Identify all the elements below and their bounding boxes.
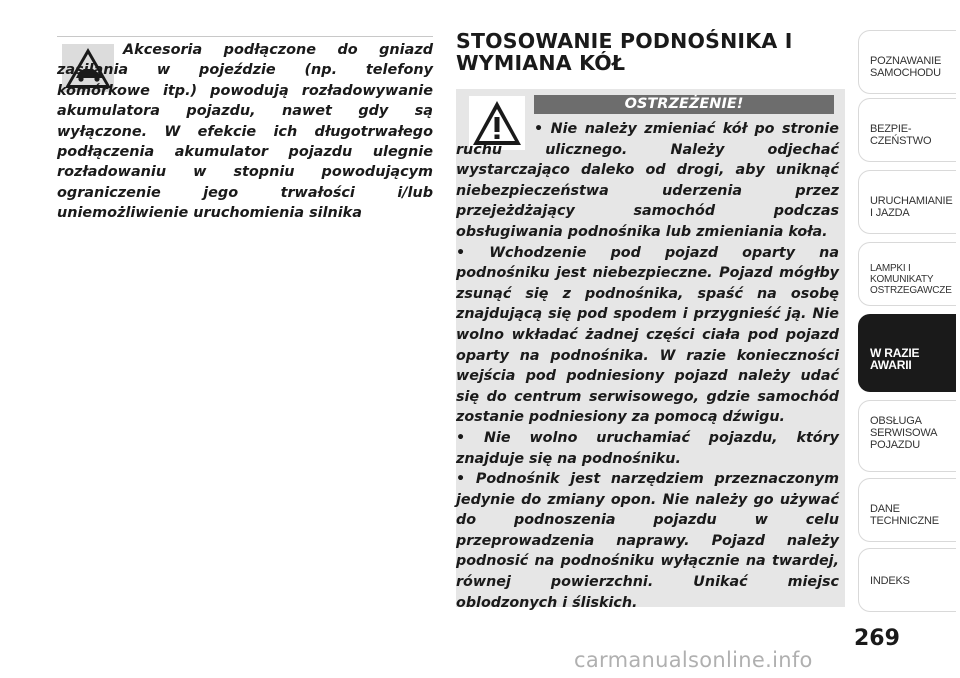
tab-label: INDEKS [870, 575, 910, 587]
warning-item-2: • Wchodzenie pod pojazd oparty na podnośniku jest niebezpieczne. Pojazd mógłby zsunąć się z podnośnika, spaść na osobę znajdującą się pod spodem i przygnieść ją. Nie wolno wkładać żadnej części ciała pod pojazd oparty na podnośnika. W razie konieczności wejścia pod podniesiony pojazd należy udać się do centrum serwisowego, gdzie samochód zostanie podniesiony za pomocą dźwigu. [456, 244, 839, 426]
battery-note-text: Akcesoria podłączone do gniazd zasilania w pojeździe (np. telefony komórkowe itp.) powodują rozładowywanie akumulatora pojazdu, nawet gdy są wyłączone. W efekcie ich długotrwałego podłączenia akumulator pojazdu ulegnie rozładowaniu w stopniu powodującym ograniczenie jego trwałości i/lub uniemożliwienie uruchomienia silnika [57, 42, 433, 222]
tab-label: POZNAWANIE SAMOCHODU [870, 55, 942, 79]
tab-indeks[interactable] [858, 548, 956, 612]
warning-title: OSTRZEŻENIE! [534, 95, 834, 114]
tab-label: BEZPIE- CZEŃSTWO [870, 123, 932, 147]
top-rule [57, 36, 433, 37]
warning-item-3: • Nie wolno uruchamiać pojazdu, który znajduje się na podnośniku. [456, 429, 839, 467]
tab-poznawanie-samochodu[interactable] [858, 30, 956, 94]
watermark: carmanualsonline.info [574, 648, 813, 672]
section-heading-line2: WYMIANA KÓŁ [456, 51, 626, 75]
tab-dane-techniczne[interactable] [858, 478, 956, 542]
tab-label: W RAZIE AWARII [870, 346, 920, 372]
tab-obsluga-serwisowa[interactable] [858, 400, 956, 472]
section-heading-line1: STOSOWANIE PODNOŚNIKA I [456, 29, 793, 53]
tab-bezpieczenstwo[interactable] [858, 98, 956, 162]
tab-label: LAMPKI I KOMUNIKATY OSTRZEGAWCZE [870, 263, 952, 296]
tab-label: URUCHAMIANIE I JAZDA [870, 195, 953, 219]
warning-item-4: • Podnośnik jest narzędziem przeznaczonym jedynie do zmiany opon. Nie należy go używać do podnoszenia pojazdu w celu przeprowadzenia naprawy. Pojazd należy podnosić na podnośniku wyłącznie na twardej, równej powierzchni. Unikać miejsc oblodzonych i śliskich. [456, 471, 839, 611]
tab-w-razie-awarii[interactable] [858, 314, 956, 392]
section-heading [456, 30, 836, 74]
warning-item-1: • Nie należy zmieniać kół po stronie ruchu ulicznego. Należy odjechać wystarczająco daleko od drogi, aby uniknąć niebezpieczeństwa uderzenia przez przejeżdżający samochód podczas obsługiwania podnośnika lub zmieniania koła. [456, 121, 839, 240]
warning-text [456, 119, 839, 613]
tab-uruchamianie-i-jazda[interactable] [858, 170, 956, 234]
tab-label: OBSŁUGA SERWISOWA POJAZDU [870, 415, 938, 451]
page-number: 269 [854, 626, 900, 651]
tab-label: DANE TECHNICZNE [870, 503, 939, 527]
tab-lampki-i-komunikaty[interactable] [858, 242, 956, 306]
